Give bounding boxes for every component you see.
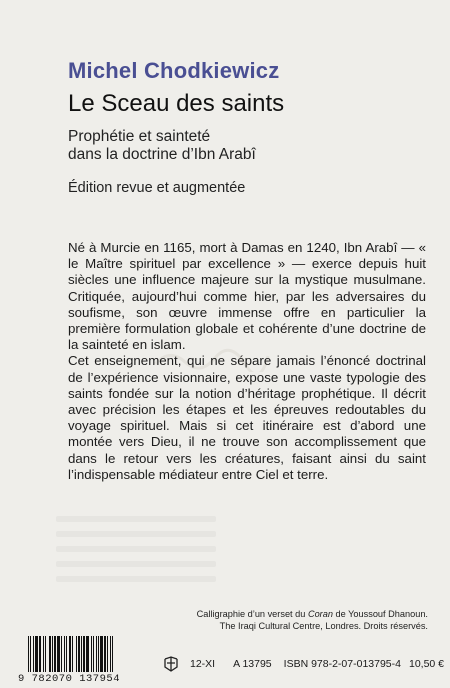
summary-paragraph-2: Cet enseignement, qui ne sépare jamais l’énoncé doctrinal de l’expérience visionnaire, expose une vaste typologie des saints fondée sur la notion d’héritage prophétique. Il décrit avec précision les étapes et les épreuves redoutables du voyage spirituel. Mais si cet itinéraire est d’abord une montée vers Dieu, il ne trouve son accomplissement que dans le retour vers les créatures, faisant ainsi du saint l’indispensable médiateur entre Ciel et terre. (68, 353, 426, 482)
author-name: Michel Chodkiewicz (68, 58, 280, 83)
credit-work: Coran (307, 609, 333, 619)
reference-number: A 13795 (233, 658, 272, 670)
subtitle-line-1: Prophétie et sainteté (68, 128, 211, 145)
price: 10,50 € (408, 658, 445, 670)
publisher-logo-icon (162, 655, 180, 673)
summary-paragraph-1: Né à Murcie en 1165, mort à Damas en 1240, Ibn Arabî — « le Maître spirituel par excellence » — exerce depuis huit siècles une influence majeure sur la mystique musulmane. Critiquée, aujourd’hui comme hier, par les adversaires du soufisme, son œuvre immense offre en particulier la première formulation globale et cohérente d’une doctrine de la sainteté en islam. (68, 240, 426, 353)
book-title: Le Sceau des saints (68, 90, 285, 117)
barcode-bars (18, 636, 156, 672)
isbn: ISBN 978-2-07-013795-4 (283, 658, 401, 670)
credit-suffix: de Youssouf Dhanoun. (332, 609, 428, 619)
collection-code: 12-XI (190, 658, 216, 670)
subtitle-line-2: dans la doctrine d’Ibn Arabî (68, 146, 256, 163)
barcode (18, 636, 156, 684)
credit-prefix: Calligraphie d’un verset du (196, 609, 308, 619)
back-cover-summary (68, 240, 426, 483)
edition-note: Édition revue et augmentée (68, 180, 246, 196)
faded-calligraphy-art (56, 516, 216, 586)
credit-line-2: The Iraqi Cultural Centre, Londres. Droits réservés. (219, 621, 428, 631)
book-subtitle (68, 128, 388, 164)
barcode-number: 9 782070 137954 (18, 673, 156, 685)
publication-info (162, 655, 444, 673)
image-credit (197, 608, 428, 632)
